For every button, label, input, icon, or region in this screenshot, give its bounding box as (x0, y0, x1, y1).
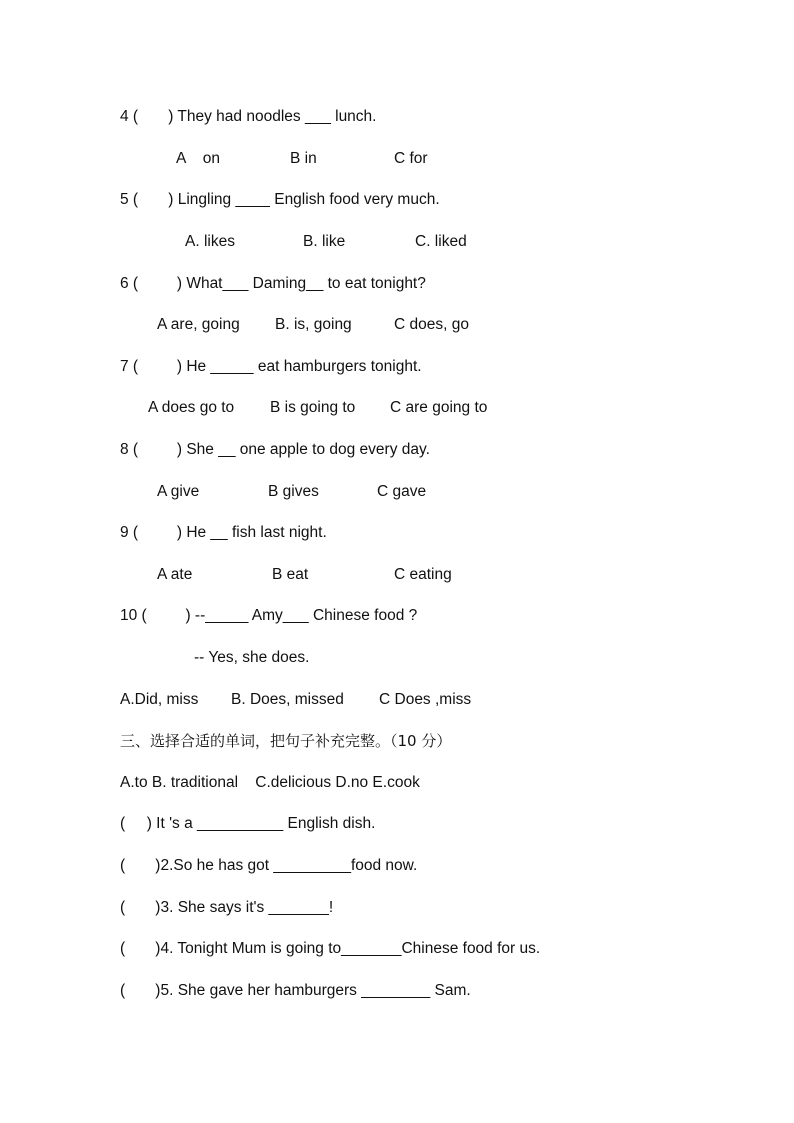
section-3-item-2: ( )2.So he has got _________food now. (120, 857, 418, 874)
section-3-item-4: ( )4. Tonight Mum is going to_______Chinese food for us. (120, 940, 541, 957)
section-3-title: 三、选择合适的单词，把句子补充完整。（10 分） (120, 732, 452, 750)
word-bank: A.to B. traditional C.delicious D.no E.cook (120, 774, 420, 791)
question-4-option-a: A on (176, 150, 220, 167)
question-9-option-b: B eat (272, 566, 309, 583)
question-4-stem: 4 ( ) They had noodles ___ lunch. (120, 108, 377, 125)
question-8-option-b: B gives (268, 483, 319, 500)
question-5-option-a: A. likes (185, 233, 235, 250)
question-10-option-a: A.Did, miss (120, 691, 199, 708)
question-5-stem: 5 ( ) Lingling ____ English food very much. (120, 191, 440, 208)
question-9-stem: 9 ( ) He __ fish last night. (120, 524, 327, 541)
question-9-option-a: A ate (157, 566, 193, 583)
question-4-option-c: C for (394, 150, 428, 167)
question-5-option-b: B. like (303, 233, 346, 250)
question-6-option-c: C does, go (394, 316, 469, 333)
section-3-item-5: ( )5. She gave her hamburgers ________ Sam. (120, 982, 471, 999)
section-3-item-1: ( ) It 's a __________ English dish. (120, 815, 376, 832)
question-7-option-a: A does go to (148, 399, 235, 416)
question-8-option-a: A give (157, 483, 200, 500)
question-7-stem: 7 ( ) He _____ eat hamburgers tonight. (120, 358, 422, 375)
question-7-option-b: B is going to (270, 399, 356, 416)
question-6-option-b: B. is, going (275, 316, 352, 333)
question-10-stem: 10 ( ) --_____ Amy___ Chinese food ? (120, 607, 418, 624)
question-10-option-c: C Does ,miss (379, 691, 472, 708)
question-10-answer-line: -- Yes, she does. (194, 649, 310, 666)
question-5-option-c: C. liked (415, 233, 467, 250)
section-3-item-3: ( )3. She says it's _______! (120, 899, 334, 916)
question-4-option-b: B in (290, 150, 317, 167)
question-6-stem: 6 ( ) What___ Daming__ to eat tonight? (120, 275, 426, 292)
question-7-option-c: C are going to (390, 399, 488, 416)
question-10-option-b: B. Does, missed (231, 691, 344, 708)
question-6-option-a: A are, going (157, 316, 240, 333)
question-9-option-c: C eating (394, 566, 452, 583)
question-8-option-c: C gave (377, 483, 427, 500)
question-8-stem: 8 ( ) She __ one apple to dog every day. (120, 441, 430, 458)
